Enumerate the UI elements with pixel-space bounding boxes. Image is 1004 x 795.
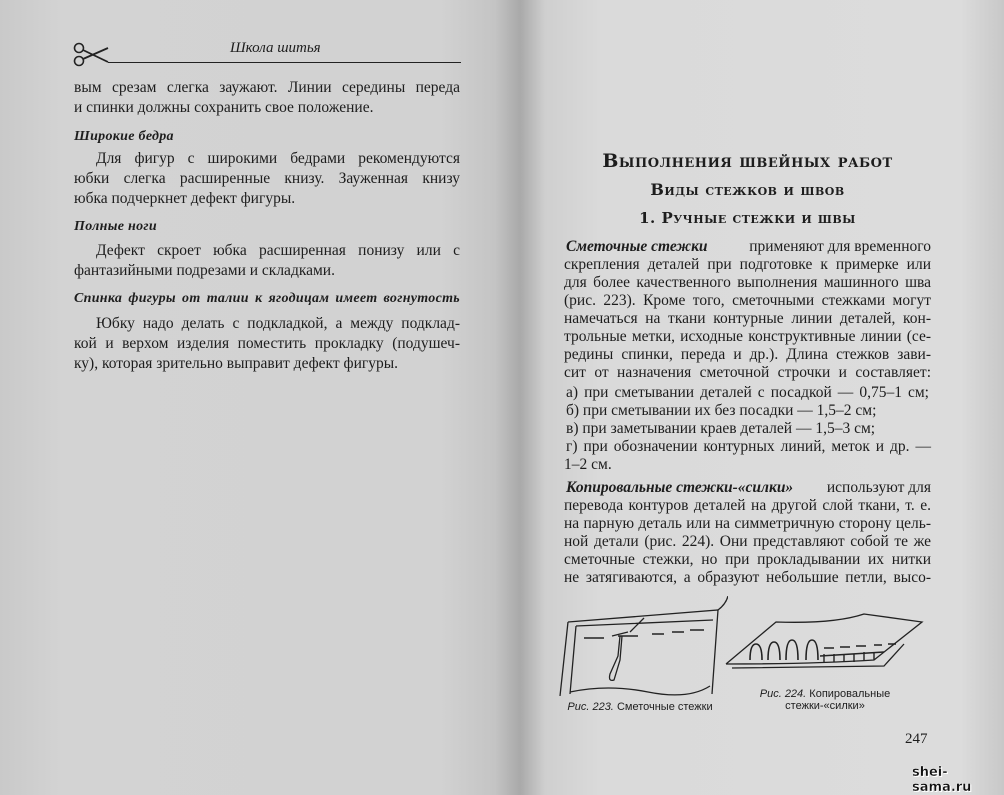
- figure-224-tailor-tacks: [724, 604, 924, 674]
- figure-caption-text: Сметочные стежки: [616, 701, 713, 713]
- term: Сметочные стежки: [566, 238, 708, 255]
- section-heading: Спинка фигуры от талии к ягодицам имеет вогнутость: [74, 291, 460, 306]
- text-line: редины спинки, переда и др.). Длина стежков зави-: [564, 346, 931, 363]
- text-line: и спинки должны сохранить свое положение.: [74, 99, 374, 116]
- paragraph-first-line: [566, 478, 931, 498]
- paragraph-first-line: [566, 237, 931, 257]
- figure-223-basting-stitches: [548, 596, 728, 696]
- text-line: сметочные стежки, но при прокладывании их нитки: [564, 551, 931, 568]
- text-line: фантазийными подрезами и складками.: [74, 262, 335, 279]
- text-line: намечаться на ткани контурные линии деталей, кон-: [564, 310, 931, 327]
- chapter-title: Выполнения швейных работ: [602, 150, 893, 172]
- text-line: юбка подчеркнет дефект фигуры.: [74, 190, 296, 207]
- figure-caption-text: стежки-«силки»: [785, 700, 865, 712]
- text-line: перевода контуров деталей на другой слой ткани, т. е.: [564, 497, 931, 514]
- text-line: скрепления деталей при подготовке к примерке или: [564, 256, 931, 273]
- text-run: используют для: [826, 479, 931, 496]
- running-head: Школа шитья: [230, 40, 321, 56]
- text-line: (рис. 223). Кроме того, сметочными стежками могут: [564, 292, 931, 309]
- page-number: 247: [905, 731, 928, 747]
- section-heading: Полные ноги: [74, 219, 157, 234]
- term: Копировальные стежки-«силки»: [566, 479, 794, 496]
- figure-224-caption: [745, 688, 905, 712]
- text-line: вым срезам слегка заужают. Линии середины переда: [74, 79, 460, 96]
- section-heading: Широкие бедра: [74, 129, 174, 144]
- text-line: Для фигур с широкими бедрами рекомендуются: [96, 150, 460, 167]
- text-line: ку), которая зрительно выправит дефект фигуры.: [74, 355, 399, 372]
- text-run: применяют для временного: [749, 238, 931, 255]
- list-item: г) при обозначении контурных линий, меток и др. —: [566, 438, 931, 455]
- section-title: Виды стежков и швов: [650, 180, 845, 199]
- list-item: б) при сметывании их без посадки — 1,5–2 см;: [566, 402, 877, 419]
- text-line: кой и верхом изделия поместить прокладку (подушеч-: [74, 335, 460, 352]
- text-line: не затягиваются, а образуют небольшие петли, высо-: [564, 569, 931, 586]
- figure-label: Рис. 223.: [567, 701, 614, 713]
- text-line: на парную деталь или на симметричную сторону цель-: [564, 515, 931, 532]
- figure-caption-text: Копировальные: [809, 688, 891, 700]
- list-item: в) при заметывании краев деталей — 1,5–3 см;: [566, 420, 876, 437]
- text-line: ной детали (рис. 224). Они представляют собой те же: [564, 533, 931, 550]
- header-rule: [108, 62, 461, 63]
- text-line: сит от назначения сметочной строчки и составляет:: [564, 364, 931, 381]
- text-line: трольные метки, исходные конструктивные линии (се-: [564, 328, 931, 345]
- text-line: Дефект скроет юбка расширенная понизу или с: [96, 242, 460, 259]
- scissors-icon: [72, 42, 112, 68]
- figure-label: Рис. 224.: [759, 688, 807, 700]
- watermark: shei-sama.ru: [912, 765, 972, 795]
- subsection-title: 1. Ручные стежки и швы: [639, 209, 856, 227]
- text-line: для более качественного выполнения машинного шва: [564, 274, 931, 291]
- text-line: юбки слегка расширенные книзу. Зауженная книзу: [74, 170, 460, 187]
- list-item: а) при сметывании деталей с посадкой — 0,75–1 см;: [566, 384, 929, 401]
- figure-223-caption: [555, 701, 725, 713]
- list-item: 1–2 см.: [564, 456, 612, 473]
- text-line: Юбку надо делать с подкладкой, а между подклад-: [96, 315, 460, 332]
